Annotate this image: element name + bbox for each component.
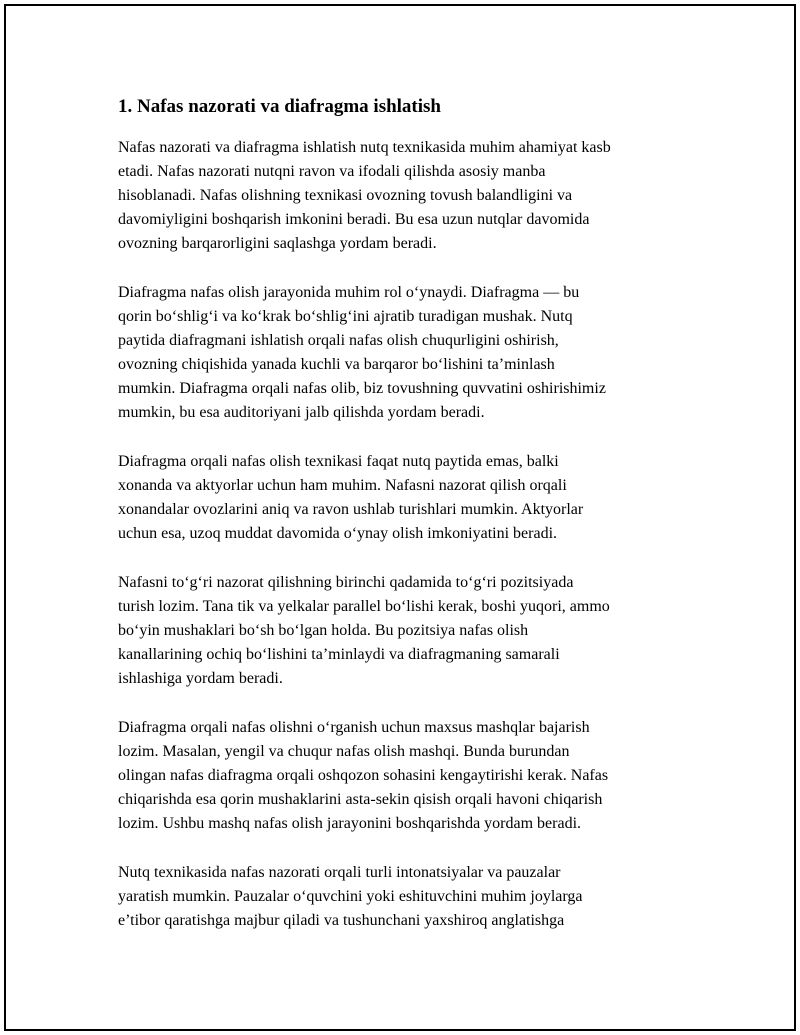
paragraph-line: qorin bo‘shlig‘i va ko‘krak bo‘shlig‘ini ajratib turadigan mushak. Nutq	[118, 308, 573, 325]
paragraph-line: Diafragma orqali nafas olishni o‘rganish uchun maxsus mashqlar bajarish	[118, 719, 590, 736]
paragraph-4	[118, 571, 698, 691]
paragraph-6	[118, 861, 698, 933]
paragraph-3	[118, 450, 698, 546]
paragraph-line: hisoblanadi. Nafas olishning texnikasi ovozning tovush balandligini va	[118, 187, 573, 204]
paragraph-line: ovozning barqarorligini saqlashga yordam beradi.	[118, 235, 437, 252]
paragraph-1	[118, 136, 698, 256]
paragraph-line: bo‘yin mushaklari bo‘sh bo‘lgan holda. Bu pozitsiya nafas olish	[118, 622, 529, 639]
section-heading: 1. Nafas nazorati va diafragma ishlatish	[118, 96, 441, 117]
paragraph-line: yaratish mumkin. Pauzalar o‘quvchini yoki eshituvchini muhim joylarga	[118, 888, 583, 905]
paragraph-line: lozim. Masalan, yengil va chuqur nafas olish mashqi. Bunda burundan	[118, 743, 570, 760]
paragraph-line: paytida diafragmani ishlatish orqali nafas olish chuqurligini oshirish,	[118, 332, 559, 349]
paragraph-line: kanallarining ochiq bo‘lishini ta’minlaydi va diafragmaning samarali	[118, 646, 560, 663]
paragraph-line: mumkin, bu esa auditoriyani jalb qilishda yordam beradi.	[118, 404, 485, 421]
paragraph-line: uchun esa, uzoq muddat davomida o‘ynay olish imkoniyatini beradi.	[118, 525, 558, 542]
paragraph-line: e’tibor qaratishga majbur qiladi va tushunchani yaxshiroq anglatishga	[118, 912, 565, 929]
paragraph-line: chiqarishda esa qorin mushaklarini asta-sekin qisish orqali havoni chiqarish	[118, 791, 603, 808]
paragraph-line: olingan nafas diafragma orqali oshqozon sohasini kengaytirishi kerak. Nafas	[118, 767, 609, 784]
paragraph-line: xonandalar ovozlarini aniq va ravon ushlab turishlari mumkin. Aktyorlar	[118, 501, 584, 518]
paragraph-line: Diafragma nafas olish jarayonida muhim rol o‘ynaydi. Diafragma — bu	[118, 284, 580, 301]
paragraph-line: lozim. Ushbu mashq nafas olish jarayonini boshqarishda yordam beradi.	[118, 815, 582, 832]
paragraph-line: xonanda va aktyorlar uchun ham muhim. Nafasni nazorat qilish orqali	[118, 477, 567, 494]
paragraph-2	[118, 281, 698, 425]
paragraph-line: Nutq texnikasida nafas nazorati orqali turli intonatsiyalar va pauzalar	[118, 864, 561, 881]
paragraph-line: Nafasni to‘g‘ri nazorat qilishning birinchi qadamida to‘g‘ri pozitsiyada	[118, 574, 574, 591]
paragraph-5	[118, 716, 698, 836]
paragraph-line: etadi. Nafas nazorati nutqni ravon va ifodali qilishda asosiy manba	[118, 163, 546, 180]
paragraph-line: mumkin. Diafragma orqali nafas olib, biz tovushning quvvatini oshirishimiz	[118, 380, 606, 397]
paragraph-line: turish lozim. Tana tik va yelkalar parallel bo‘lishi kerak, boshi yuqori, ammo	[118, 598, 610, 615]
document-body	[118, 94, 698, 958]
paragraph-line: davomiyligini boshqarish imkonini beradi. Bu esa uzun nutqlar davomida	[118, 211, 590, 228]
paragraph-line: Diafragma orqali nafas olish texnikasi faqat nutq paytida emas, balki	[118, 453, 559, 470]
paragraph-line: Nafas nazorati va diafragma ishlatish nutq texnikasida muhim ahamiyat kasb	[118, 139, 611, 156]
paragraph-line: ovozning chiqishida yanada kuchli va barqaror bo‘lishini ta’minlash	[118, 356, 555, 373]
paragraph-line: ishlashiga yordam beradi.	[118, 670, 283, 687]
